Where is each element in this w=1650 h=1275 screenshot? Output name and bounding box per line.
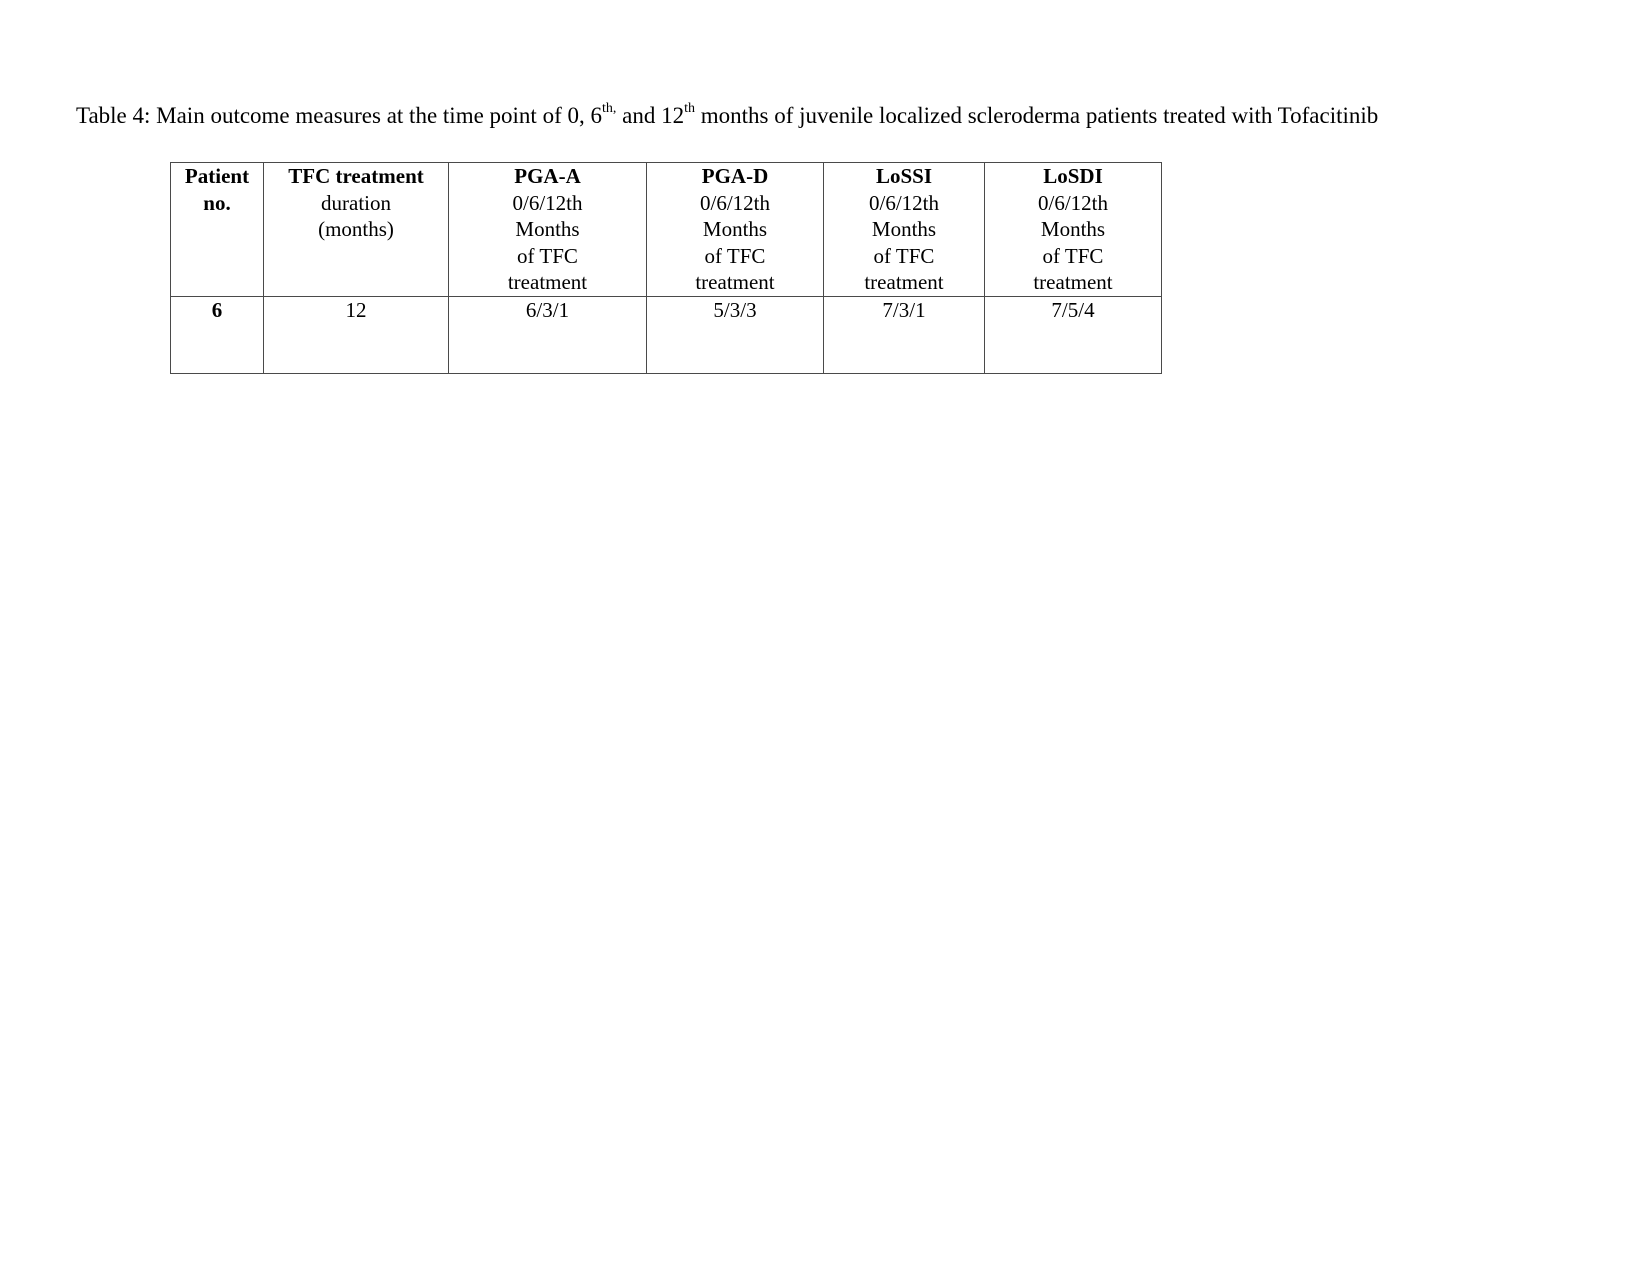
header-lossi bbox=[824, 163, 985, 297]
header-sub-line: treatment bbox=[695, 270, 775, 294]
header-sub-line: of TFC bbox=[704, 243, 766, 268]
header-sub-line: Months bbox=[515, 217, 580, 241]
header-title-line: PGA-A bbox=[514, 164, 581, 188]
caption-superscript-2: th bbox=[684, 101, 695, 117]
header-sub-line: Months bbox=[702, 217, 768, 241]
header-pga-d bbox=[647, 163, 824, 297]
header-sub-line: (months) bbox=[318, 217, 394, 241]
header-sub-line: of TFC bbox=[873, 243, 935, 268]
cell-pga-d: 5/3/3 bbox=[647, 297, 824, 374]
caption-text-3: months of juvenile localized scleroderma patients treated with Tofacitinib bbox=[694, 103, 1379, 128]
header-title-line: PGA-D bbox=[701, 164, 769, 188]
header-sub-line: of TFC bbox=[517, 243, 578, 268]
header-title-line: no. bbox=[203, 190, 231, 215]
header-sub-line: treatment bbox=[1033, 270, 1113, 294]
table-row bbox=[171, 297, 1162, 374]
header-pga-a bbox=[449, 163, 647, 297]
cell-losdi: 7/5/4 bbox=[985, 297, 1162, 374]
header-sub-line: 0/6/12th bbox=[512, 190, 583, 215]
header-sub-line: Months bbox=[871, 217, 937, 241]
outcome-table bbox=[170, 162, 1162, 374]
cell-pga-a: 6/3/1 bbox=[449, 297, 647, 374]
table-caption bbox=[76, 101, 1378, 131]
header-sub-line: Months bbox=[1040, 217, 1106, 241]
header-tfc-duration bbox=[264, 163, 449, 297]
header-losdi bbox=[985, 163, 1162, 297]
header-patient-no bbox=[171, 163, 264, 297]
cell-patient-no: 6 bbox=[171, 297, 264, 374]
header-title-line: Patient bbox=[184, 164, 250, 188]
header-sub-line: 0/6/12th bbox=[1037, 190, 1108, 215]
header-sub-line: treatment bbox=[864, 270, 944, 294]
header-sub-line: 0/6/12th bbox=[868, 190, 939, 215]
cell-tfc-duration: 12 bbox=[264, 297, 449, 374]
header-sub-line: duration bbox=[321, 190, 391, 215]
caption-text-2: and 12 bbox=[616, 103, 685, 128]
header-title-line: LoSSI bbox=[875, 164, 933, 188]
header-sub-line: of TFC bbox=[1042, 243, 1104, 268]
caption-text-1: Table 4: Main outcome measures at the time point of 0, 6 bbox=[76, 103, 602, 128]
header-sub-line: treatment bbox=[507, 270, 588, 294]
header-row bbox=[171, 163, 1162, 297]
caption-superscript-1: th, bbox=[601, 101, 617, 117]
header-title-line: TFC treatment bbox=[288, 164, 424, 188]
cell-lossi: 7/3/1 bbox=[824, 297, 985, 374]
header-title-line: LoSDI bbox=[1043, 164, 1103, 188]
header-sub-line: 0/6/12th bbox=[699, 190, 770, 215]
